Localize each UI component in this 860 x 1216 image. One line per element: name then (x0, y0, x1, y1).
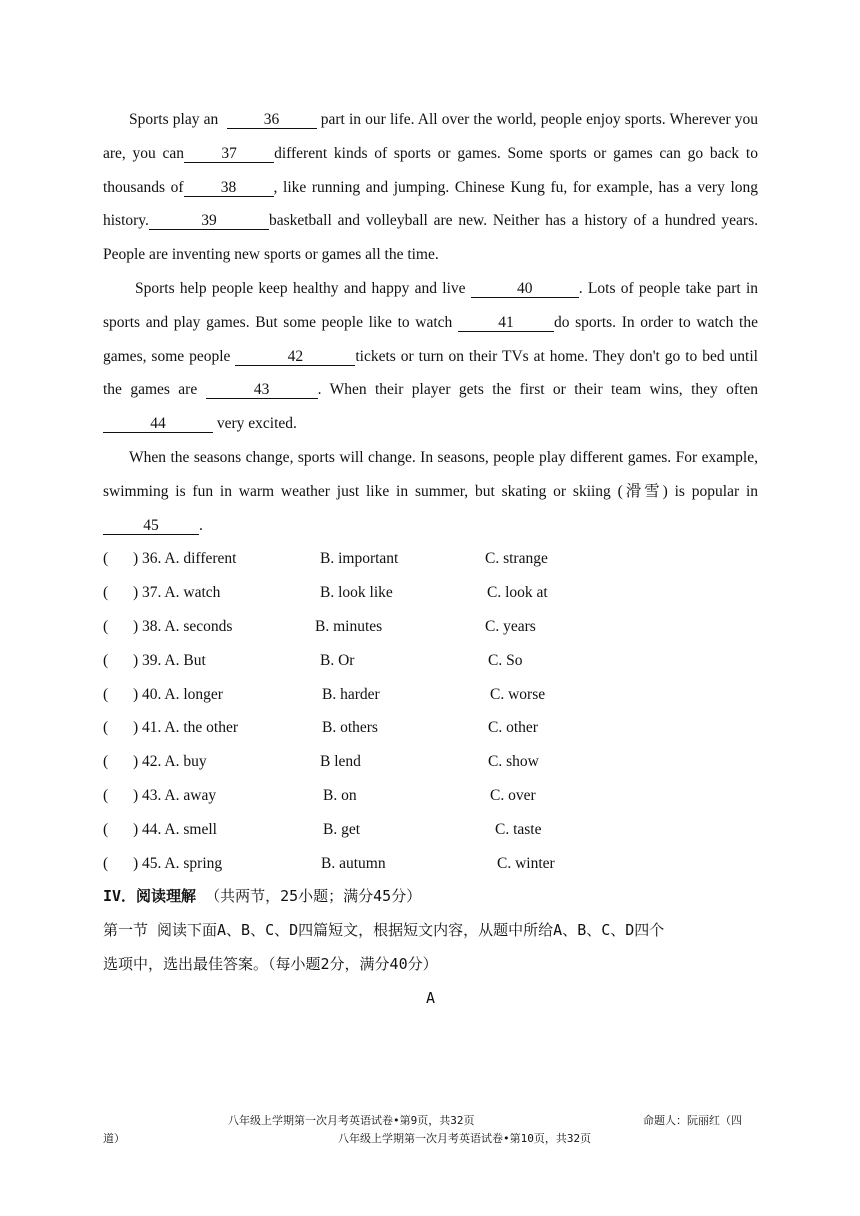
option-b: B. get (323, 820, 361, 838)
question-row (103, 779, 758, 813)
text: do sports. In order to watch the games, some people (103, 313, 758, 365)
section-title: IV．阅读理解 (103, 887, 197, 906)
option-b: B lend (320, 753, 361, 771)
blank-42: 42 (235, 349, 355, 366)
blank-41: 41 (458, 315, 554, 332)
exam-page (103, 103, 758, 1016)
option-b: B. others (322, 719, 378, 737)
instruction-line-2: 选项中，选出最佳答案。（每小题2分，满分40分） (103, 954, 438, 973)
question-row (103, 711, 758, 745)
text: . When their player gets the first or their team wins, they often (317, 381, 758, 399)
option-b: B. autumn (321, 854, 386, 872)
option-a: ) 40. A. longer (133, 685, 223, 703)
option-c: C. show (488, 753, 539, 771)
footer-page-info-1: 八年级上学期第一次月考英语试卷•第9页，共32页 (228, 1114, 475, 1127)
footer-page-info-2: 八年级上学期第一次月考英语试卷•第10页，共32页 (338, 1132, 592, 1145)
instruction-line-1: 第一节 阅读下面A、B、C、D四篇短文，根据短文内容，从题中所给A、B、C、D四个 (103, 921, 665, 940)
option-a: ) 43. A. away (133, 786, 217, 804)
blank-39: 39 (149, 213, 269, 230)
option-b: B. Or (320, 651, 355, 669)
option-c: C. worse (490, 685, 546, 703)
option-c: C. So (488, 651, 523, 669)
option-c: C. winter (497, 854, 555, 872)
blank-40: 40 (471, 281, 579, 298)
footer-author: 命题人：阮丽红（四 (643, 1114, 742, 1127)
answer-bracket[interactable]: ( (103, 719, 109, 737)
text: Sports play an (129, 111, 219, 128)
passage-paragraph-3 (103, 441, 758, 542)
section-heading (103, 880, 758, 914)
text: very excited. (213, 415, 297, 433)
text: . Lots of people take part in sports and play games. But some people like to watch (103, 279, 758, 331)
section-note: （共两节，25小题；满分45分） (196, 887, 422, 906)
answer-bracket[interactable]: ( (103, 753, 109, 771)
answer-bracket[interactable]: ( (103, 651, 109, 669)
answer-bracket[interactable]: ( (103, 854, 109, 872)
option-b: B. on (323, 786, 357, 804)
option-a: ) 45. A. spring (133, 854, 223, 872)
answer-bracket[interactable]: ( (103, 685, 109, 703)
passage-paragraph-1 (103, 103, 758, 272)
question-row (103, 678, 758, 712)
text: When the seasons change, sports will change. In seasons, people play different games. For example, swimming is fun in warm weather just like in summer, but skating or skiing (滑雪) is popular in (103, 448, 758, 500)
option-c: C. over (490, 786, 536, 804)
option-b: B. look like (320, 584, 393, 602)
question-row (103, 745, 758, 779)
text: . (199, 516, 203, 534)
text: different kinds of sports or games. Some sports or games can go back to thousands of (103, 144, 758, 196)
footer-author-cont: 道） (103, 1132, 125, 1145)
answer-bracket[interactable]: ( (103, 584, 109, 602)
option-a: ) 37. A. watch (133, 584, 221, 602)
text: , like running and jumping. Chinese Kung fu, for example, has a very long history. (103, 178, 758, 230)
option-a: ) 41. A. the other (133, 719, 239, 737)
question-row (103, 813, 758, 847)
option-b: B. minutes (315, 617, 383, 635)
option-a: ) 44. A. smell (133, 820, 217, 838)
blank-43: 43 (206, 382, 318, 399)
question-row (103, 644, 758, 678)
option-c: C. look at (487, 584, 548, 602)
blank-37: 37 (184, 146, 274, 163)
option-a: ) 36. A. different (133, 550, 237, 568)
question-row (103, 610, 758, 644)
text: basketball and volleyball are new. Neither has a history of a hundred years. People are inventing new sports or games all the time. (103, 212, 758, 264)
blank-36: 36 (227, 112, 317, 129)
question-row (103, 576, 758, 610)
question-list (103, 542, 758, 880)
answer-bracket[interactable]: ( (103, 550, 109, 568)
blank-38: 38 (184, 180, 274, 197)
option-a: ) 38. A. seconds (133, 617, 233, 635)
answer-bracket[interactable]: ( (103, 786, 109, 804)
option-c: C. taste (495, 820, 542, 838)
option-c: C. strange (485, 550, 548, 568)
option-c: C. other (488, 719, 538, 737)
blank-45: 45 (103, 518, 199, 535)
answer-bracket[interactable]: ( (103, 617, 109, 635)
option-a: ) 42. A. buy (133, 753, 207, 771)
option-b: B. harder (322, 685, 380, 703)
question-row (103, 847, 758, 881)
option-b: B. important (320, 550, 399, 568)
text: part in our life. All over the world, people enjoy sports. Wherever you are, you can (103, 111, 759, 162)
text: Sports help people keep healthy and happy and live (135, 279, 471, 297)
question-row (103, 542, 758, 576)
option-a: ) 39. A. But (133, 651, 206, 669)
passage-paragraph-2 (103, 272, 758, 441)
option-c: C. years (485, 617, 536, 635)
answer-bracket[interactable]: ( (103, 820, 109, 838)
passage-label: A (425, 988, 436, 1007)
blank-44: 44 (103, 416, 213, 433)
text: tickets or turn on their TVs at home. They don't go to bed until the games are (103, 347, 758, 399)
